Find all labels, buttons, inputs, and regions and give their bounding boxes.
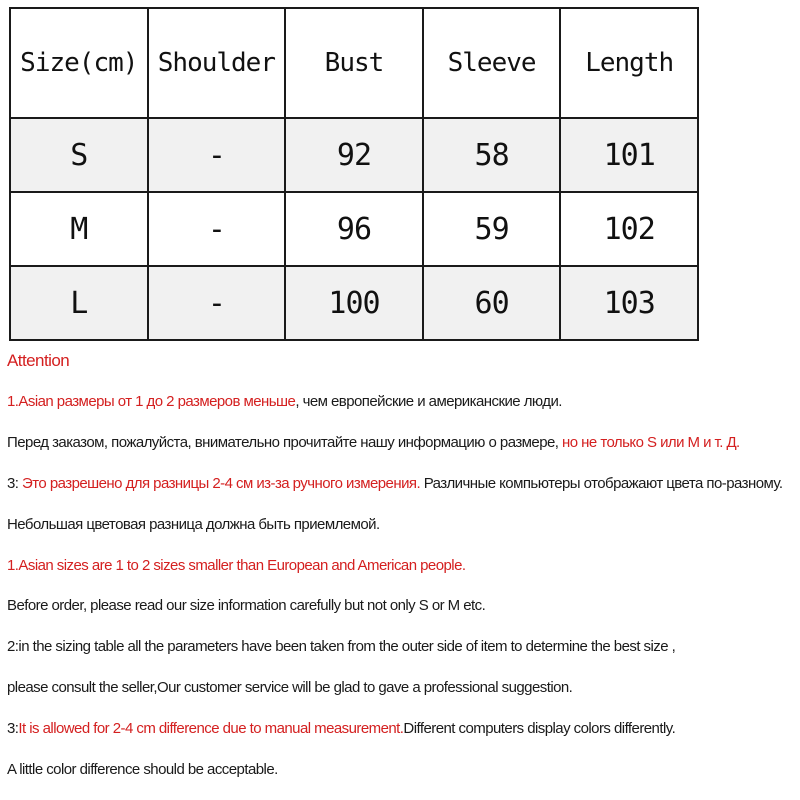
size-chart-table [9,7,699,341]
attention-line [7,344,799,382]
note-en-5 [7,709,799,750]
note-ru-1-highlight: Asian размеры от 1 до 2 размеров меньше [18,393,296,410]
table-row [10,192,698,266]
table-cell-length: 103 [560,266,698,340]
note-ru-2-highlight: но не только S или M и т. Д. [562,433,740,451]
note-en-5-text: Different computers display colors differently. [403,720,676,738]
note-ru-1-number: 1. [7,393,19,410]
note-ru-1-text: , чем европейские и американские люди. [295,393,562,410]
header-bust: Bust [285,8,423,118]
table-cell-shoulder: - [148,192,286,266]
table-cell-length: 101 [560,118,698,192]
table-cell-bust: 96 [285,192,423,266]
note-ru-3 [7,464,799,505]
note-ru-3-text: Различные компьютеры отображают цвета по-разному. [420,474,783,492]
attention-heading: Attention [7,351,70,370]
table-row [10,118,698,192]
note-en-2-text: Before order, please read our size information carefully but not only S or M etc. [7,597,486,615]
note-ru-4 [7,505,799,546]
table-cell-sleeve: 60 [423,266,561,340]
header-sleeve: Sleeve [423,8,561,118]
note-en-3 [7,627,799,668]
note-en-5-highlight: It is allowed for 2-4 cm difference due to manual measurement. [18,720,404,738]
note-en-6-text: A little color difference should be acceptable. [7,761,278,779]
note-en-4 [7,668,799,709]
table-cell-size: S [10,118,148,192]
note-en-6 [7,750,799,791]
note-en-5-number: 3: [7,720,19,738]
table-header-row [10,8,698,118]
note-en-1 [7,546,799,587]
note-ru-4-text: Небольшая цветовая разница должна быть приемлемой. [7,515,380,533]
header-length: Length [560,8,698,118]
header-shoulder: Shoulder [148,8,286,118]
table-cell-size: L [10,266,148,340]
table-cell-sleeve: 58 [423,118,561,192]
header-size: Size(cm) [10,8,148,118]
note-ru-2-text: Перед заказом, пожалуйста, внимательно прочитайте нашу информацию о размере, [7,433,563,451]
table-cell-length: 102 [560,192,698,266]
note-en-1-number: 1. [7,556,19,574]
note-en-1-highlight: Asian sizes are 1 to 2 sizes smaller than European and American people. [18,556,466,574]
table-cell-sleeve: 59 [423,192,561,266]
size-notes [7,344,799,791]
table-cell-size: M [10,192,148,266]
note-ru-3-number: 3: [7,474,23,492]
note-ru-2 [7,423,799,464]
note-en-4-text: please consult the seller,Our customer service will be glad to gave a professional suggestion. [7,679,573,697]
note-en-3-text: 2:in the sizing table all the parameters have been taken from the outer side of item to determine the best size , [7,638,676,656]
note-ru-1 [7,382,799,423]
table-row [10,266,698,340]
note-en-2 [7,586,799,627]
table-cell-shoulder: - [148,266,286,340]
note-ru-3-highlight: Это разрешено для разницы 2-4 см из-за ручного измерения. [22,474,421,492]
table-cell-bust: 100 [285,266,423,340]
table-cell-shoulder: - [148,118,286,192]
table-cell-bust: 92 [285,118,423,192]
